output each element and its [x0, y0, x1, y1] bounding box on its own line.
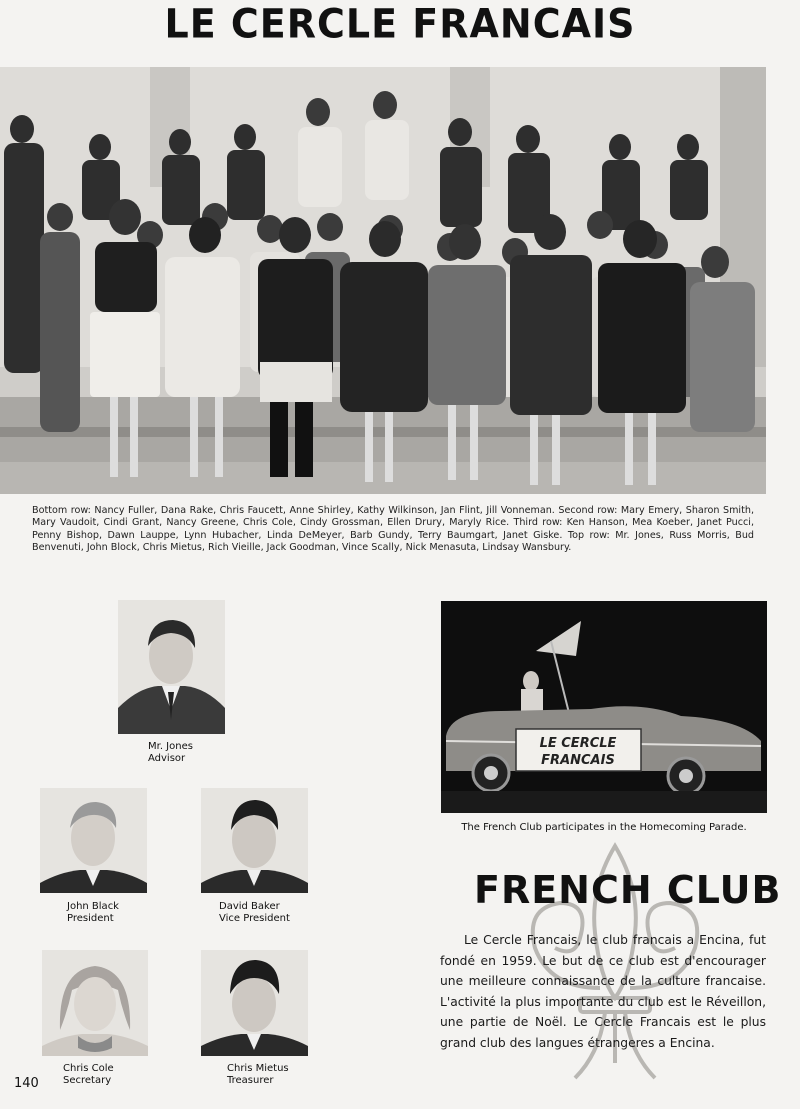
advisor-portrait — [118, 600, 225, 734]
parade-caption: The French Club participates in the Homecoming Parade. — [461, 822, 747, 833]
vice-president-role: Vice President — [219, 913, 290, 924]
treasurer-name: Chris Mietus — [227, 1063, 289, 1074]
president-name: John Black — [67, 901, 119, 912]
treasurer-label — [227, 1063, 289, 1087]
president-role: President — [67, 913, 114, 924]
vice-president-portrait — [201, 788, 308, 893]
secretary-portrait — [42, 950, 148, 1056]
secretary-role: Secretary — [63, 1075, 112, 1086]
secretary-name: Chris Cole — [63, 1063, 114, 1074]
advisor-name: Mr. Jones — [148, 741, 193, 752]
treasurer-role: Treasurer — [227, 1075, 274, 1086]
page-number: 140 — [14, 1076, 39, 1091]
group-photo — [0, 67, 766, 494]
club-description: Le Cercle Francais, le club francais a Encina, fut fondé en 1959. Le but de ce club est d'encourager une meilleure connaissance de la culture francaise. L'activité la plus importante du club est le Réveillon, une partie de Noël. Le Cercle Francais est le plus grand club des langues étrangeres a Encina. — [440, 933, 766, 1050]
president-portrait — [40, 788, 147, 893]
car-sign-line1: LE CERCLE — [539, 736, 617, 751]
president-label — [67, 901, 119, 925]
car-sign-line2: FRANCAIS — [541, 753, 615, 768]
page-title: LE CERCLE FRANCAIS — [164, 0, 636, 48]
vice-president-name: David Baker — [219, 901, 280, 912]
parade-photo — [441, 601, 767, 813]
advisor-role: Advisor — [148, 753, 186, 764]
secretary-label — [63, 1063, 114, 1087]
advisor-label — [148, 741, 193, 765]
treasurer-portrait — [201, 950, 308, 1056]
group-photo-caption: Bottom row: Nancy Fuller, Dana Rake, Chris Faucett, Anne Shirley, Kathy Wilkinson, Jan Flint, Jill Vonneman. Second row: Mary Emery, Sharon Smith, Mary Vaudoit, Cindi Grant, Nancy Greene, Chris Cole, Cindy Grossman, Ellen Drury, Maryly Rice. Third row: Ken Hanson, Mea Koeber, Janet Pucci, Penny Bishop, Dawn Lauppe, Lynn Hubacher, Linda DeMeyer, Barb Gundy, Terry Baumgart, Janet Giske. Top row: Mr. Jones, Russ Morris, Bud Benvenuti, John Block, Chris Mietus, Rich Vieille, Jack Goodman, Vince Scally, Nick Menasuta, Lindsay Wansbury. — [32, 505, 754, 554]
vice-president-label — [219, 901, 290, 925]
club-title: FRENCH CLUB — [474, 868, 782, 912]
